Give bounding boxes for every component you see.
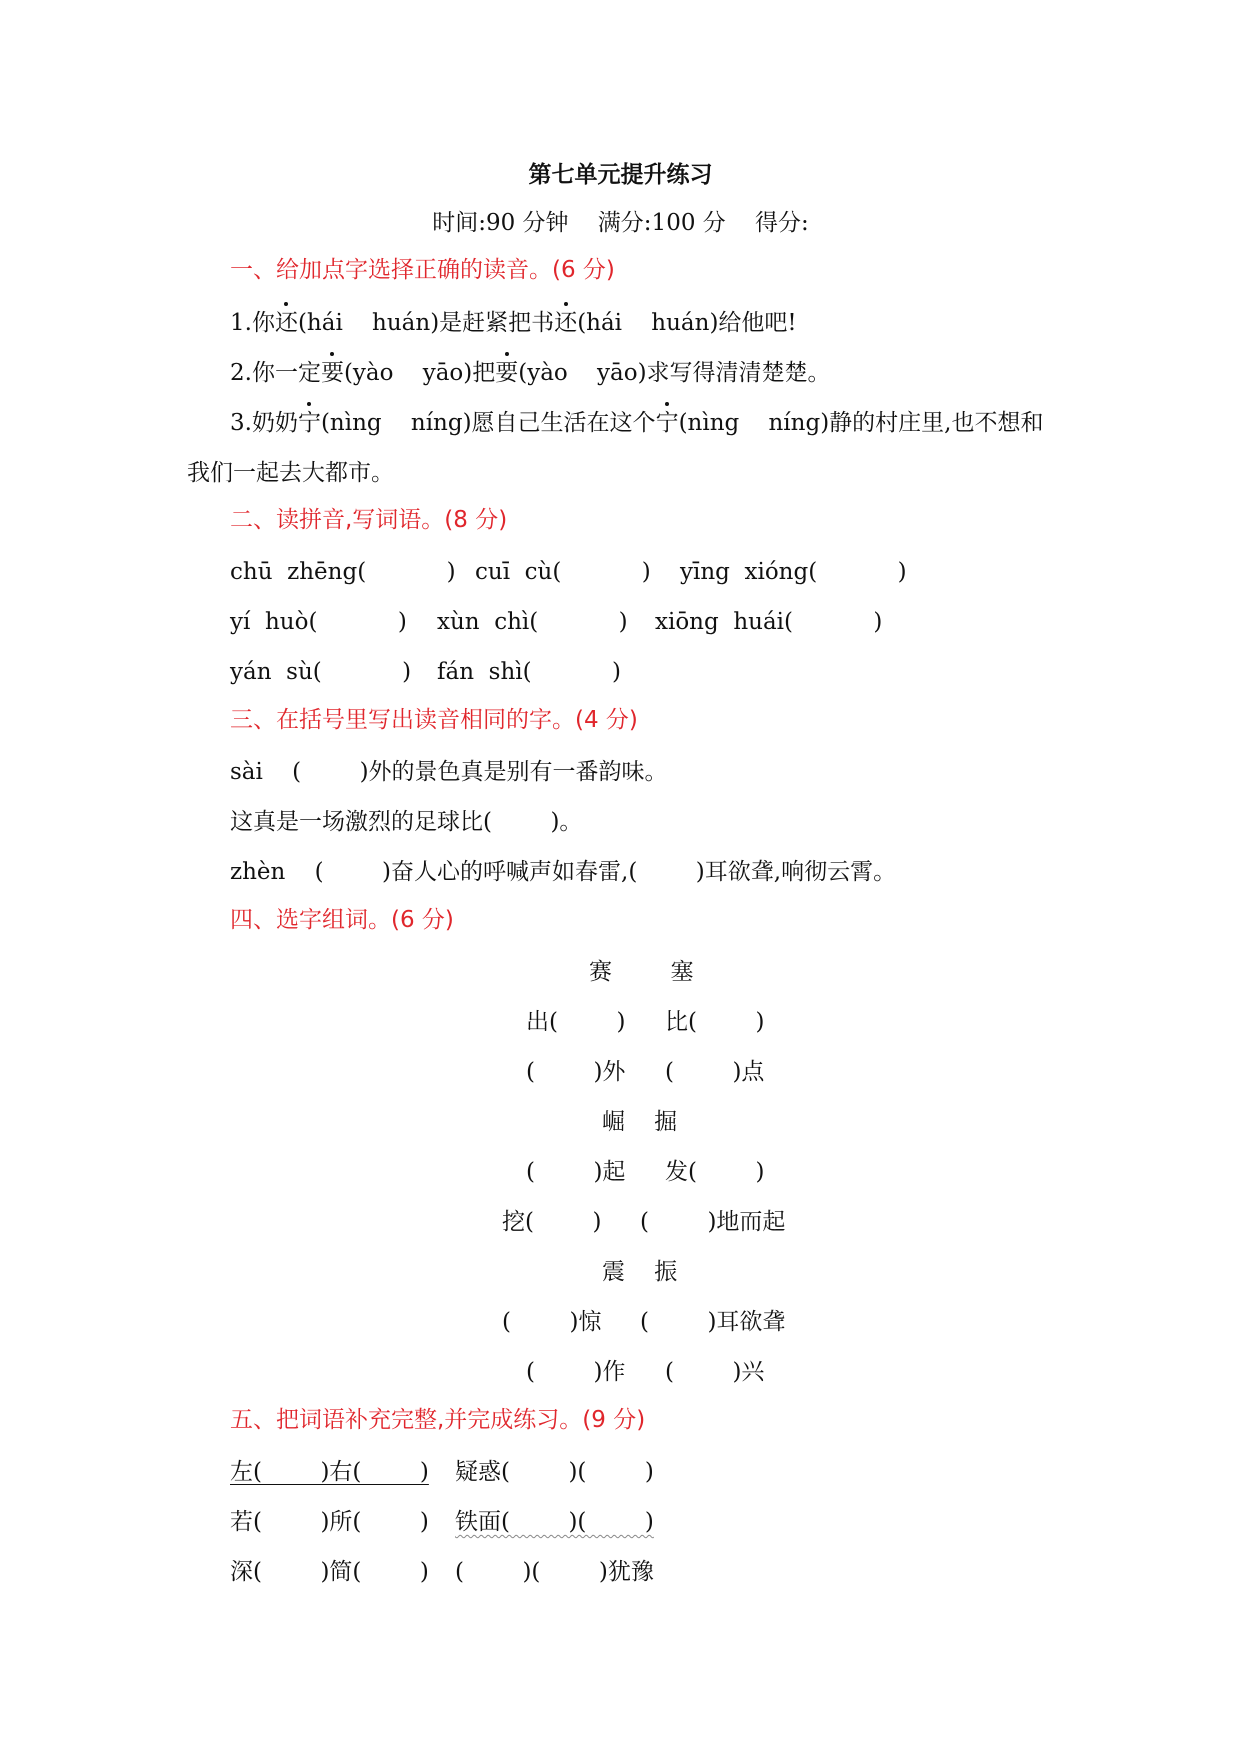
section-1-heading: 一、给加点字选择正确的读音。(6 分) — [230, 257, 615, 283]
pinyin-item: fán shì( ) — [437, 659, 621, 685]
q1-line-4: 我们一起去大都市。 — [187, 460, 394, 486]
q1-line-1: 1.你还(hái huán)是赶紧把书还(hái huán)给他吧! — [230, 310, 797, 336]
page-title: 第七单元提升练习 — [528, 162, 713, 188]
section-2-heading: 二、读拼音,写词语。(8 分) — [230, 507, 508, 533]
section-5-heading: 五、把词语补充完整,并完成练习。(9 分) — [230, 1407, 646, 1433]
q3-line-3: zhèn ( )奋人心的呼喊声如春雷,( )耳欲聋,响彻云霄。 — [230, 859, 897, 885]
section-4-heading: 四、选字组词。(6 分) — [230, 907, 454, 933]
idiom-blank: 深( )简( ) — [230, 1559, 429, 1585]
idiom-blank-underlined: 左( )右( ) — [230, 1459, 429, 1485]
q3-line-1: sài ( )外的景色真是别有一番韵味。 — [230, 759, 668, 785]
pinyin-item: xiōng huái( ) — [655, 609, 883, 635]
word-blank: ( )外 — [526, 1059, 626, 1085]
word-blank: ( )起 — [526, 1159, 626, 1185]
dotted-char: 宁 — [297, 410, 321, 436]
pinyin-item: chū zhēng( ) — [230, 559, 456, 585]
pinyin-item: yīng xióng( ) — [680, 559, 907, 585]
word-blank: ( )地而起 — [640, 1209, 786, 1235]
idiom-blank: 疑惑( )( ) — [455, 1459, 654, 1485]
word-blank: 比( ) — [665, 1009, 765, 1035]
word-blank: ( )惊 — [502, 1309, 602, 1335]
dotted-char: 还 — [274, 310, 298, 336]
word-blank: ( )兴 — [665, 1359, 765, 1385]
idiom-blank: ( )( )犹豫 — [455, 1559, 654, 1585]
q1-line-2: 2.你一定要(yào yāo)把要(yào yāo)求写得清清楚楚。 — [230, 360, 831, 386]
exam-info: 时间:90 分钟 满分:100 分 得分: — [432, 210, 809, 236]
char-pair-1: 赛 塞 — [589, 959, 694, 985]
idiom-blank: 若( )所( ) — [230, 1509, 429, 1535]
pinyin-item: cuī cù( ) — [475, 559, 651, 585]
word-blank: 出( ) — [526, 1009, 626, 1035]
dotted-char: 宁 — [655, 410, 679, 436]
pinyin-item: yán sù( ) — [230, 659, 412, 685]
dotted-char: 要 — [495, 360, 519, 386]
dotted-char: 还 — [554, 310, 578, 336]
pinyin-item: xùn chì( ) — [437, 609, 628, 635]
word-blank: ( )作 — [526, 1359, 626, 1385]
char-pair-2: 崛 掘 — [602, 1109, 678, 1135]
word-blank: 发( ) — [665, 1159, 765, 1185]
pinyin-item: yí huò( ) — [230, 609, 407, 635]
dotted-char: 要 — [320, 360, 344, 386]
word-blank: 挖( ) — [502, 1209, 602, 1235]
char-pair-3: 震 振 — [602, 1259, 678, 1285]
word-blank: ( )耳欲聋 — [640, 1309, 786, 1335]
q1-line-3: 3.奶奶宁(nìng níng)愿自己生活在这个宁(nìng níng)静的村庄里,也不想和 — [230, 410, 1044, 436]
section-3-heading: 三、在括号里写出读音相同的字。(4 分) — [230, 707, 638, 733]
idiom-blank-wavy: 铁面( )( ) — [455, 1509, 654, 1535]
q3-line-2: 这真是一场激烈的足球比( )。 — [230, 809, 583, 835]
word-blank: ( )点 — [665, 1059, 765, 1085]
